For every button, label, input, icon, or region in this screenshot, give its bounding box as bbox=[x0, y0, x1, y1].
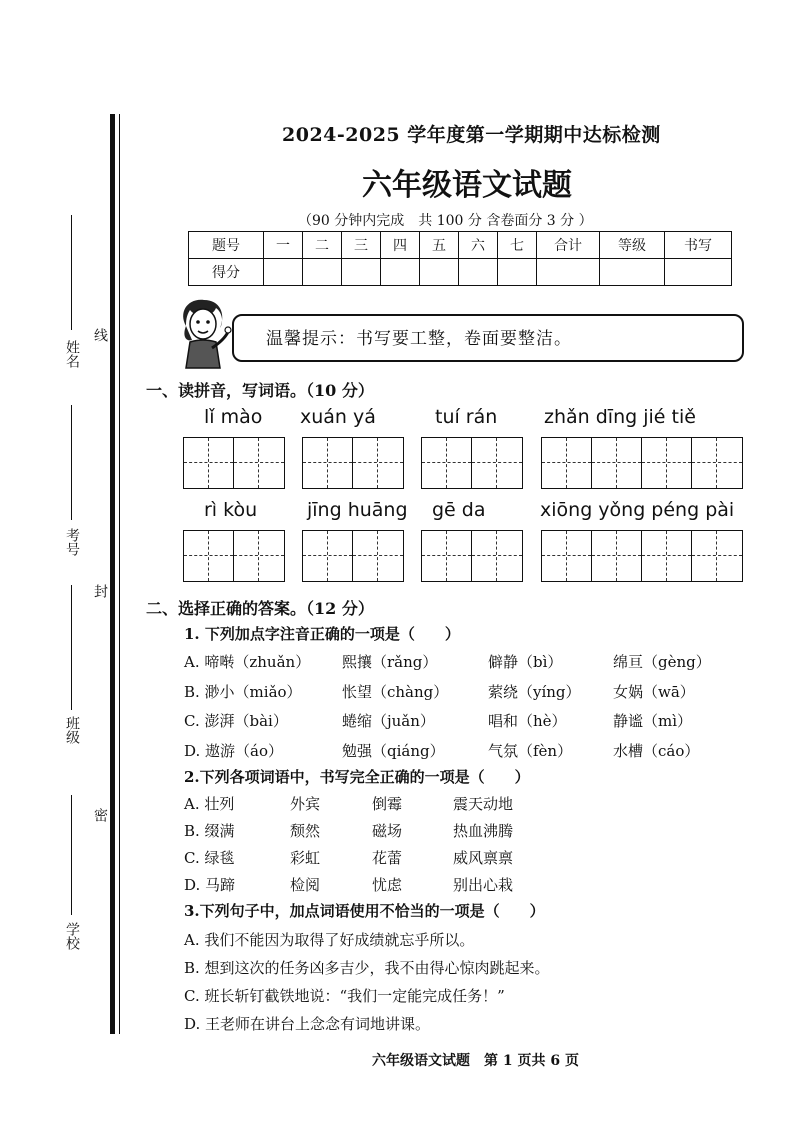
score-input-cell[interactable] bbox=[264, 259, 303, 286]
writing-grid[interactable] bbox=[302, 437, 404, 489]
binding-thick-line bbox=[110, 114, 115, 1034]
table-cell: 得分 bbox=[189, 259, 264, 286]
table-cell: 四 bbox=[381, 232, 420, 259]
q2-option-c[interactable]: C. 绿毯 bbox=[184, 849, 235, 867]
score-table bbox=[188, 231, 732, 286]
q1-option-a[interactable]: A. 啼啭（zhuǎn） bbox=[184, 653, 311, 671]
q1-option-c: 唱和（hè） bbox=[488, 712, 567, 730]
school-label: 学校 bbox=[64, 922, 80, 950]
q3-option-d[interactable]: D. 王老师在讲台上念念有词地讲课。 bbox=[184, 1015, 431, 1033]
pinyin-label: xiōng yǒng péng pài bbox=[540, 499, 735, 521]
score-input-cell[interactable] bbox=[498, 259, 537, 286]
grid-cell[interactable] bbox=[472, 438, 522, 488]
grid-cell[interactable] bbox=[184, 438, 234, 488]
score-input-cell[interactable] bbox=[303, 259, 342, 286]
q2-option-d[interactable]: D. 马蹄 bbox=[184, 876, 236, 894]
tip-text: 温馨提示：书写要工整，卷面要整洁。 bbox=[266, 329, 572, 349]
name-label: 姓名 bbox=[64, 340, 80, 368]
grid-cell[interactable] bbox=[642, 438, 692, 488]
q1-option-b: 女娲（wā） bbox=[613, 683, 695, 701]
exam-no-line bbox=[71, 405, 72, 520]
page-footer: 六年级语文试题 第 1 页共 6 页 bbox=[372, 1053, 579, 1069]
q2-option-a: 倒霉 bbox=[372, 795, 403, 813]
secret-word: 密 bbox=[92, 808, 108, 822]
grid-cell[interactable] bbox=[353, 531, 403, 581]
writing-grid[interactable] bbox=[421, 530, 523, 582]
table-cell: 六 bbox=[459, 232, 498, 259]
line-word: 线 bbox=[92, 328, 108, 342]
table-cell: 书写 bbox=[665, 232, 732, 259]
score-input-cell[interactable] bbox=[537, 259, 600, 286]
name-line bbox=[71, 215, 72, 330]
q2-option-a: 外宾 bbox=[290, 795, 321, 813]
writing-grid[interactable] bbox=[302, 530, 404, 582]
pinyin-label: jīng huāng bbox=[307, 499, 408, 521]
q2-option-b[interactable]: B. 缀满 bbox=[184, 822, 235, 840]
q2-option-b: 颓然 bbox=[290, 822, 321, 840]
writing-grid[interactable] bbox=[421, 437, 523, 489]
table-cell: 二 bbox=[303, 232, 342, 259]
seal-word: 封 bbox=[92, 584, 108, 598]
q1-option-d: 水槽（cáo） bbox=[613, 742, 700, 760]
question-3: 3.下列句子中，加点词语使用不恰当的一项是（ ） bbox=[184, 902, 545, 920]
q1-option-b: 萦绕（yíng） bbox=[488, 683, 581, 701]
pinyin-label: tuí rán bbox=[435, 406, 498, 428]
grid-cell[interactable] bbox=[303, 531, 353, 581]
exam-no-label: 考号 bbox=[64, 528, 80, 556]
q2-option-c: 威风禀禀 bbox=[453, 849, 514, 867]
pinyin-label: zhǎn dīng jié tiě bbox=[544, 406, 696, 428]
pinyin-label: rì kòu bbox=[204, 499, 258, 521]
writing-grid[interactable] bbox=[541, 437, 743, 489]
table-cell: 三 bbox=[342, 232, 381, 259]
pinyin-label: gē da bbox=[432, 499, 486, 521]
q3-option-b[interactable]: B. 想到这次的任务凶多吉少，我不由得心惊肉跳起来。 bbox=[184, 959, 550, 977]
section2-title: 二、选择正确的答案。（12 分） bbox=[146, 599, 374, 618]
score-input-cell[interactable] bbox=[665, 259, 732, 286]
table-cell: 七 bbox=[498, 232, 537, 259]
pinyin-label: lǐ mào bbox=[204, 406, 263, 428]
q2-option-d: 忧虑 bbox=[372, 876, 403, 894]
q3-option-a[interactable]: A. 我们不能因为取得了好成绩就忘乎所以。 bbox=[184, 931, 475, 949]
grid-cell[interactable] bbox=[542, 438, 592, 488]
score-table-score-row bbox=[189, 259, 732, 286]
exam-note: （90 分钟内完成 共 100 分 含卷面分 3 分 ） bbox=[298, 213, 593, 229]
q1-option-c: 静谧（mì） bbox=[613, 712, 693, 730]
q2-option-c: 彩虹 bbox=[290, 849, 321, 867]
score-input-cell[interactable] bbox=[420, 259, 459, 286]
q1-option-d: 勉强（qiáng） bbox=[342, 742, 445, 760]
question-1: 1. 下列加点字注音正确的一项是（ ） bbox=[184, 625, 460, 643]
grid-cell[interactable] bbox=[184, 531, 234, 581]
writing-grid[interactable] bbox=[541, 530, 743, 582]
grid-cell[interactable] bbox=[472, 531, 522, 581]
q2-option-b: 热血沸腾 bbox=[453, 822, 514, 840]
q1-option-c: 蜷缩（juǎn） bbox=[342, 712, 435, 730]
table-cell: 合计 bbox=[537, 232, 600, 259]
q2-option-d: 别出心栽 bbox=[453, 876, 514, 894]
table-cell: 题号 bbox=[189, 232, 264, 259]
q1-option-a: 绵亘（gèng） bbox=[613, 653, 711, 671]
grid-cell[interactable] bbox=[353, 438, 403, 488]
score-input-cell[interactable] bbox=[600, 259, 665, 286]
grid-cell[interactable] bbox=[692, 531, 742, 581]
grid-cell[interactable] bbox=[542, 531, 592, 581]
table-cell: 五 bbox=[420, 232, 459, 259]
binding-thin-line bbox=[119, 114, 120, 1034]
writing-grid[interactable] bbox=[183, 530, 285, 582]
q1-option-a: 僻静（bì） bbox=[488, 653, 563, 671]
q2-option-d: 检阅 bbox=[290, 876, 321, 894]
grid-cell[interactable] bbox=[642, 531, 692, 581]
class-label: 班级 bbox=[64, 716, 80, 744]
q2-option-a[interactable]: A. 壮列 bbox=[184, 795, 235, 813]
grid-cell[interactable] bbox=[592, 438, 642, 488]
grid-cell[interactable] bbox=[692, 438, 742, 488]
q1-option-b[interactable]: B. 渺小（miǎo） bbox=[184, 683, 302, 701]
grid-cell[interactable] bbox=[303, 438, 353, 488]
grid-cell[interactable] bbox=[592, 531, 642, 581]
school-line bbox=[71, 795, 72, 915]
girl-illustration bbox=[172, 296, 234, 370]
q1-option-d[interactable]: D. 遨游（áo） bbox=[184, 742, 284, 760]
q1-option-c[interactable]: C. 澎湃（bài） bbox=[184, 712, 288, 730]
grid-cell[interactable] bbox=[422, 531, 472, 581]
score-input-cell[interactable] bbox=[381, 259, 420, 286]
grid-cell[interactable] bbox=[234, 438, 284, 488]
writing-grid[interactable] bbox=[183, 437, 285, 489]
section1-title: 一、读拼音，写词语。（10 分） bbox=[146, 381, 374, 400]
q2-option-a: 震天动地 bbox=[453, 795, 514, 813]
table-cell: 等级 bbox=[600, 232, 665, 259]
class-line bbox=[71, 585, 72, 710]
q1-option-b: 怅望（chàng） bbox=[342, 683, 449, 701]
exam-title: 2024-2025 学年度第一学期期中达标检测 bbox=[282, 124, 661, 146]
table-cell: 一 bbox=[264, 232, 303, 259]
score-table-header-row bbox=[189, 232, 732, 259]
question-2: 2.下列各项词语中，书写完全正确的一项是（ ） bbox=[184, 768, 530, 786]
q3-option-c[interactable]: C. 班长斩钉截铁地说：“我们一定能完成任务！” bbox=[184, 987, 505, 1005]
grid-cell[interactable] bbox=[234, 531, 284, 581]
q1-option-d: 气氛（fèn） bbox=[488, 742, 573, 760]
page-title: 六年级语文试题 bbox=[362, 168, 572, 203]
pinyin-label: xuán yá bbox=[300, 406, 376, 428]
grid-cell[interactable] bbox=[422, 438, 472, 488]
q1-option-a: 熙攘（rǎng） bbox=[342, 653, 438, 671]
score-input-cell[interactable] bbox=[459, 259, 498, 286]
q2-option-b: 磁场 bbox=[372, 822, 403, 840]
q2-option-c: 花蕾 bbox=[372, 849, 403, 867]
score-input-cell[interactable] bbox=[342, 259, 381, 286]
